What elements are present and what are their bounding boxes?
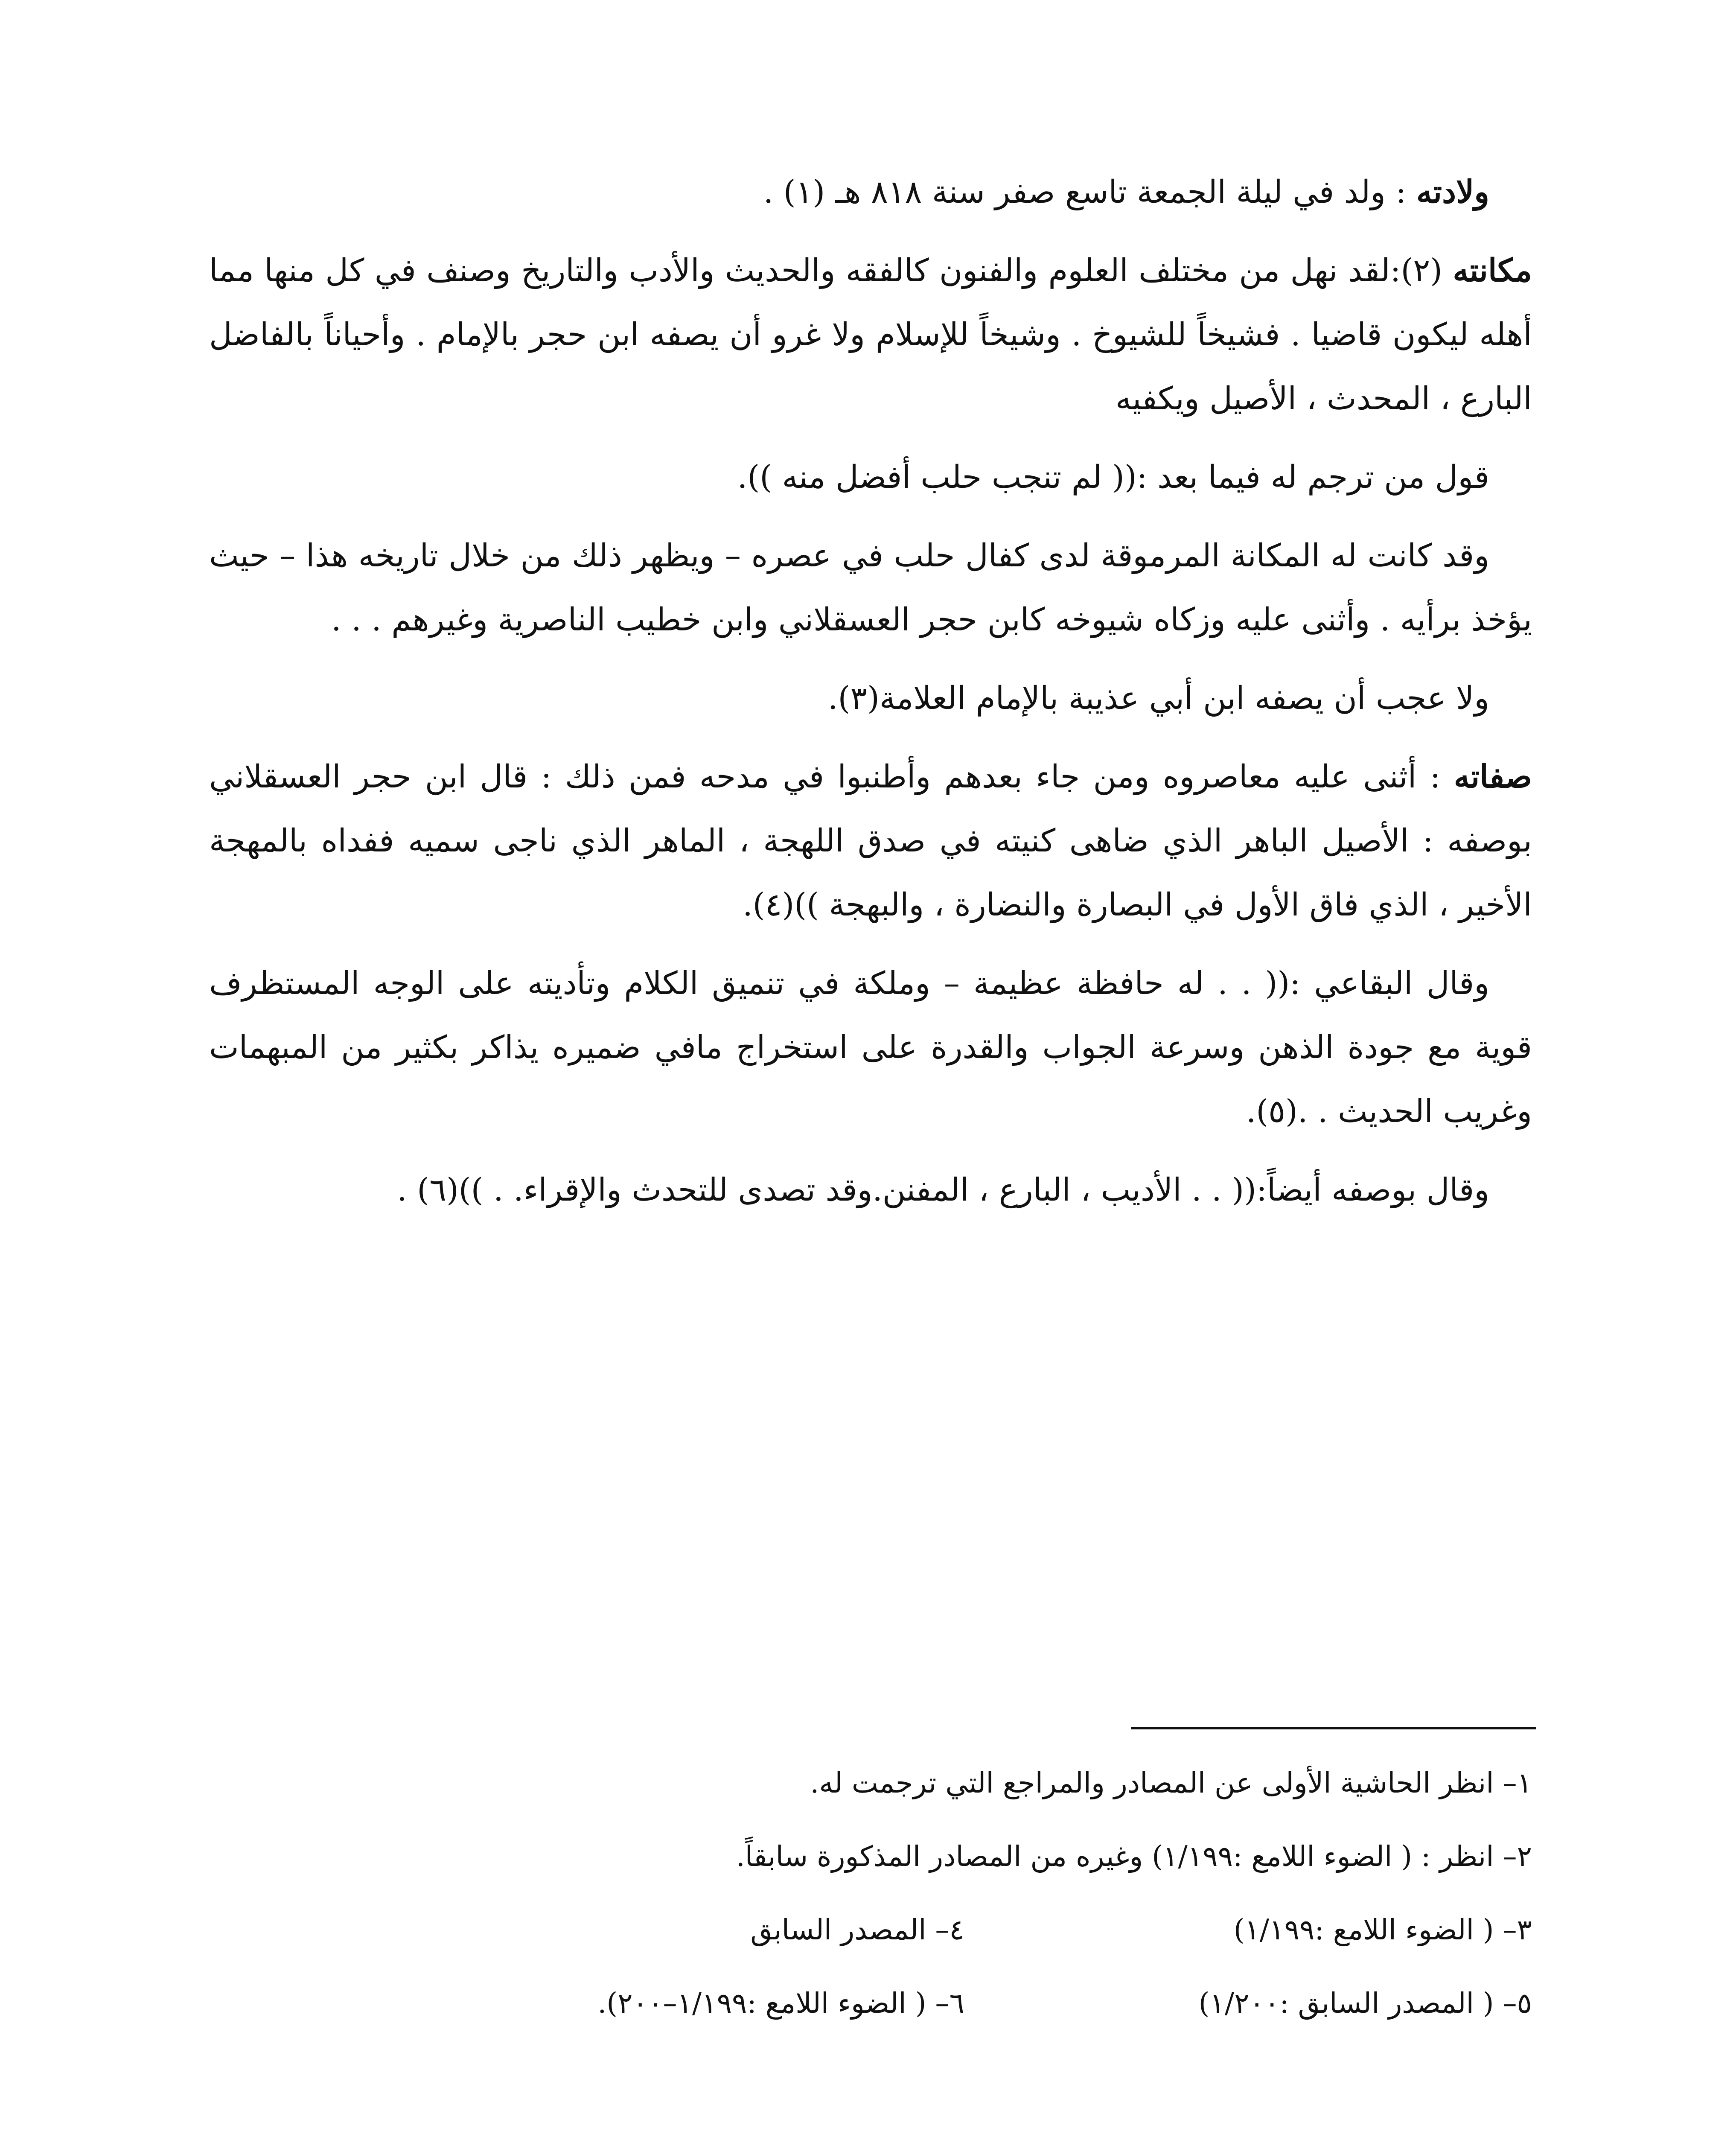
footnote-5: ٥– ( المصدر السابق :١/٢٠٠) xyxy=(1198,1987,1532,2020)
paragraph-quote-text: قول من ترجم له فيما بعد :(( لم تنجب حلب أفضل منه )). xyxy=(737,459,1489,496)
main-text xyxy=(209,160,1532,1236)
footnote-6: ٦– ( الضوء اللامع :١/١٩٩–٢٠٠). xyxy=(597,1987,964,2020)
paragraph-no-wonder-text: ولا عجب أن يصفه ابن أبي عذيبة بالإمام العلامة(٣). xyxy=(827,680,1489,717)
paragraph-birth xyxy=(209,160,1532,224)
paragraph-birth-text: : ولد في ليلة الجمعة تاسع صفر سنة ٨١٨ هـ (١) . xyxy=(763,174,1416,210)
term-traits: صفاته xyxy=(1453,758,1532,795)
footnote-row-3-4 xyxy=(209,1899,1532,1961)
paragraph-no-wonder xyxy=(209,666,1532,730)
paragraph-standing xyxy=(209,524,1532,652)
footnote-4: ٤– المصدر السابق xyxy=(750,1913,964,1946)
paragraph-traits xyxy=(209,745,1532,937)
footnote-3: ٣– ( الضوء اللامع :١/١٩٩) xyxy=(1233,1913,1532,1946)
paragraph-standing-text: وقد كانت له المكانة المرموقة لدى كفال حلب في عصره – ويظهر ذلك من خلال تاريخه هذا – حيث يؤخذ برأيه . وأثنى عليه وزكاه شيوخه كابن حجر العسقلاني وابن خطيب الناصرية وغيرهم . . . xyxy=(209,537,1532,638)
footnote-row-5-6 xyxy=(209,1972,1532,2035)
paragraph-traits-text: : أثنى عليه معاصروه ومن جاء بعدهم وأطنبوا في مدحه فمن ذلك : قال ابن حجر العسقلاني بوصفه : الأصيل الباهر الذي ضاهى كنيته في صدق اللهجة ، الماهر الذي ناجى سميه ففداه بالمهجة الأخير ، الذي فاق الأول في البصارة والنضارة ، والبهجة ))(٤). xyxy=(209,758,1532,923)
footnote-divider xyxy=(1131,1727,1536,1729)
term-status: مكانته xyxy=(1453,252,1532,289)
paragraph-described xyxy=(209,1158,1532,1222)
paragraph-described-text: وقال بوصفه أيضاً:(( . . الأديب ، البارع ، المفنن.وقد تصدى للتحدث والإقراء. . ))(٦) . xyxy=(397,1172,1489,1208)
paragraph-biqai-text: وقال البقاعي :(( . . له حافظة عظيمة – وملكة في تنميق الكلام وتأديته على الوجه المستظرف قوية مع جودة الذهن وسرعة الجواب والقدرة على استخراج مافي ضميره يذاكر بكثير من المبهمات وغريب الحديث . .(٥). xyxy=(209,965,1532,1130)
footnote-2: ٢– انظر : ( الضوء اللامع :١/١٩٩) وغيره من المصادر المذكورة سابقاً. xyxy=(736,1840,1532,1873)
paragraph-biqai xyxy=(209,951,1532,1143)
footnote-1: ١– انظر الحاشية الأولى عن المصادر والمراجع التي ترجمت له. xyxy=(810,1767,1532,1799)
term-birth: ولادته xyxy=(1416,174,1489,210)
paragraph-status-text: (٢):لقد نهل من مختلف العلوم والفنون كالفقه والحديث والأدب والتاريخ وصنف في كل منها مما أهله ليكون قاضيا . فشيخاً للشيوخ . وشيخاً للإسلام ولا غرو أن يصفه ابن حجر بالإمام . وأحياناً بالفاضل البارع ، المحدث ، الأصيل ويكفيه xyxy=(209,252,1532,417)
footnotes xyxy=(209,1752,1532,2046)
paragraph-quote xyxy=(209,445,1532,509)
paragraph-status xyxy=(209,239,1532,431)
